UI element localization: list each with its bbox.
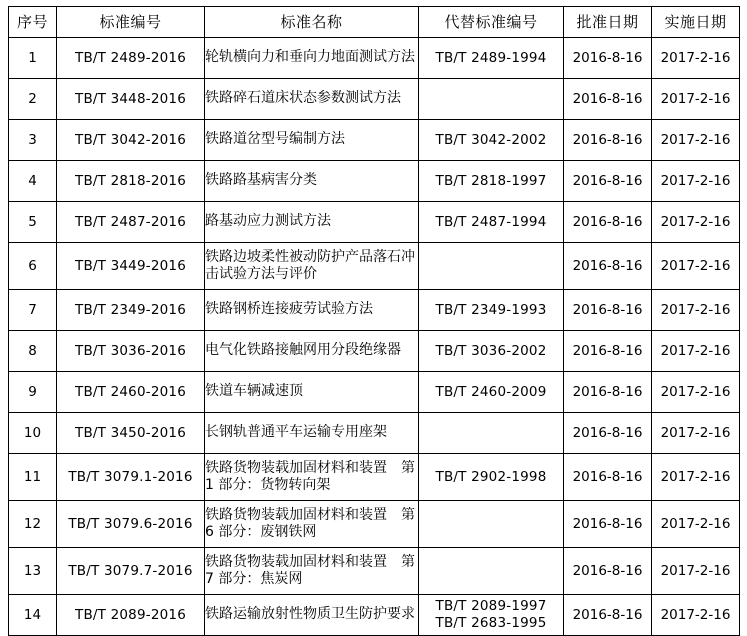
- cell-implementation-date: 2017-2-16: [652, 290, 740, 331]
- cell-seq: 14: [9, 595, 57, 636]
- table-row: [9, 38, 740, 79]
- cell-standard-name: 铁路边坡柔性被动防护产品落石冲击试验方法与评价: [205, 243, 419, 290]
- cell-replaced-code: [419, 595, 564, 636]
- cell-seq: 11: [9, 454, 57, 501]
- cell-replaced-code: TB/T 2818-1997: [419, 161, 564, 202]
- cell-replaced-code: [419, 548, 564, 595]
- cell-approval-date: 2016-8-16: [564, 38, 652, 79]
- cell-replaced-code-line2: TB/T 2683-1995: [435, 615, 547, 631]
- cell-standard-code: TB/T 2460-2016: [57, 372, 205, 413]
- cell-standard-code: TB/T 3079.6-2016: [57, 501, 205, 548]
- column-header-approval-date: 批准日期: [564, 7, 652, 38]
- table-row: [9, 202, 740, 243]
- cell-approval-date: 2016-8-16: [564, 501, 652, 548]
- cell-standard-code: TB/T 3036-2016: [57, 331, 205, 372]
- cell-approval-date: 2016-8-16: [564, 120, 652, 161]
- cell-standard-code: TB/T 3079.1-2016: [57, 454, 205, 501]
- cell-seq: 8: [9, 331, 57, 372]
- cell-approval-date: 2016-8-16: [564, 331, 652, 372]
- cell-seq: 10: [9, 413, 57, 454]
- cell-implementation-date: 2017-2-16: [652, 413, 740, 454]
- cell-standard-name: 铁路路基病害分类: [205, 161, 419, 202]
- cell-seq: 9: [9, 372, 57, 413]
- cell-implementation-date: 2017-2-16: [652, 548, 740, 595]
- cell-replaced-code: TB/T 3036-2002: [419, 331, 564, 372]
- column-header-replaced-code: 代替标准编号: [419, 7, 564, 38]
- cell-standard-name: 铁路碎石道床状态参数测试方法: [205, 79, 419, 120]
- cell-approval-date: 2016-8-16: [564, 290, 652, 331]
- cell-standard-name: 铁路货物装载加固材料和装置 第 1 部分：货物转向架: [205, 454, 419, 501]
- table-header: [9, 7, 740, 38]
- cell-replaced-code: TB/T 2902-1998: [419, 454, 564, 501]
- cell-implementation-date: 2017-2-16: [652, 595, 740, 636]
- column-header-implementation-date: 实施日期: [652, 7, 740, 38]
- table-row: [9, 331, 740, 372]
- cell-seq: 6: [9, 243, 57, 290]
- cell-replaced-code: TB/T 2487-1994: [419, 202, 564, 243]
- cell-approval-date: 2016-8-16: [564, 413, 652, 454]
- table-body: [9, 38, 740, 636]
- cell-implementation-date: 2017-2-16: [652, 454, 740, 501]
- cell-implementation-date: 2017-2-16: [652, 372, 740, 413]
- table-row: [9, 120, 740, 161]
- cell-implementation-date: 2017-2-16: [652, 243, 740, 290]
- cell-standard-code: TB/T 2489-2016: [57, 38, 205, 79]
- cell-replaced-code: [419, 79, 564, 120]
- table-row: [9, 413, 740, 454]
- cell-approval-date: 2016-8-16: [564, 454, 652, 501]
- cell-standard-name: 长钢轨普通平车运输专用座架: [205, 413, 419, 454]
- cell-standard-code: TB/T 3450-2016: [57, 413, 205, 454]
- cell-standard-code: TB/T 3448-2016: [57, 79, 205, 120]
- cell-standard-code: TB/T 3079.7-2016: [57, 548, 205, 595]
- cell-seq: 4: [9, 161, 57, 202]
- cell-seq: 5: [9, 202, 57, 243]
- cell-replaced-code: TB/T 3042-2002: [419, 120, 564, 161]
- table-row: [9, 454, 740, 501]
- cell-replaced-code: [419, 413, 564, 454]
- cell-approval-date: 2016-8-16: [564, 79, 652, 120]
- cell-seq: 2: [9, 79, 57, 120]
- cell-standard-name: 铁路货物装载加固材料和装置 第 6 部分：废钢铁网: [205, 501, 419, 548]
- cell-approval-date: 2016-8-16: [564, 372, 652, 413]
- column-header-standard-name: 标准名称: [205, 7, 419, 38]
- cell-replaced-code: [419, 501, 564, 548]
- cell-implementation-date: 2017-2-16: [652, 161, 740, 202]
- cell-standard-code: TB/T 2818-2016: [57, 161, 205, 202]
- cell-standard-name: 电气化铁路接触网用分段绝缘器: [205, 331, 419, 372]
- cell-standard-code: TB/T 2349-2016: [57, 290, 205, 331]
- cell-standard-name: 铁路运输放射性物质卫生防护要求: [205, 595, 419, 636]
- cell-seq: 13: [9, 548, 57, 595]
- standards-table: [8, 6, 740, 636]
- cell-approval-date: 2016-8-16: [564, 202, 652, 243]
- cell-standard-name: 轮轨横向力和垂向力地面测试方法: [205, 38, 419, 79]
- cell-replaced-code: [419, 243, 564, 290]
- column-header-seq: 序号: [9, 7, 57, 38]
- cell-standard-name: 铁路钢桥连接疲劳试验方法: [205, 290, 419, 331]
- header-row: [9, 7, 740, 38]
- cell-approval-date: 2016-8-16: [564, 548, 652, 595]
- cell-implementation-date: 2017-2-16: [652, 120, 740, 161]
- cell-replaced-code: TB/T 2489-1994: [419, 38, 564, 79]
- table-row: [9, 243, 740, 290]
- cell-seq: 1: [9, 38, 57, 79]
- cell-replaced-code: TB/T 2349-1993: [419, 290, 564, 331]
- table-row: [9, 548, 740, 595]
- cell-standard-name: 铁道车辆减速顶: [205, 372, 419, 413]
- table-row: [9, 501, 740, 548]
- column-header-standard-code: 标准编号: [57, 7, 205, 38]
- cell-seq: 3: [9, 120, 57, 161]
- table-row: [9, 372, 740, 413]
- cell-standard-name: 路基动应力测试方法: [205, 202, 419, 243]
- cell-standard-name: 铁路道岔型号编制方法: [205, 120, 419, 161]
- cell-approval-date: 2016-8-16: [564, 161, 652, 202]
- cell-implementation-date: 2017-2-16: [652, 501, 740, 548]
- cell-implementation-date: 2017-2-16: [652, 331, 740, 372]
- cell-implementation-date: 2017-2-16: [652, 202, 740, 243]
- cell-seq: 7: [9, 290, 57, 331]
- cell-standard-name: 铁路货物装载加固材料和装置 第 7 部分：焦炭网: [205, 548, 419, 595]
- cell-replaced-code-line1: TB/T 2089-1997: [435, 598, 547, 615]
- cell-replaced-code: TB/T 2460-2009: [419, 372, 564, 413]
- cell-approval-date: 2016-8-16: [564, 243, 652, 290]
- table-row: [9, 290, 740, 331]
- cell-standard-code: TB/T 2089-2016: [57, 595, 205, 636]
- table-row: [9, 79, 740, 120]
- cell-standard-code: TB/T 2487-2016: [57, 202, 205, 243]
- table-row: [9, 595, 740, 636]
- cell-standard-code: TB/T 3042-2016: [57, 120, 205, 161]
- cell-seq: 12: [9, 501, 57, 548]
- table-row: [9, 161, 740, 202]
- cell-implementation-date: 2017-2-16: [652, 38, 740, 79]
- cell-implementation-date: 2017-2-16: [652, 79, 740, 120]
- cell-approval-date: 2016-8-16: [564, 595, 652, 636]
- cell-standard-code: TB/T 3449-2016: [57, 243, 205, 290]
